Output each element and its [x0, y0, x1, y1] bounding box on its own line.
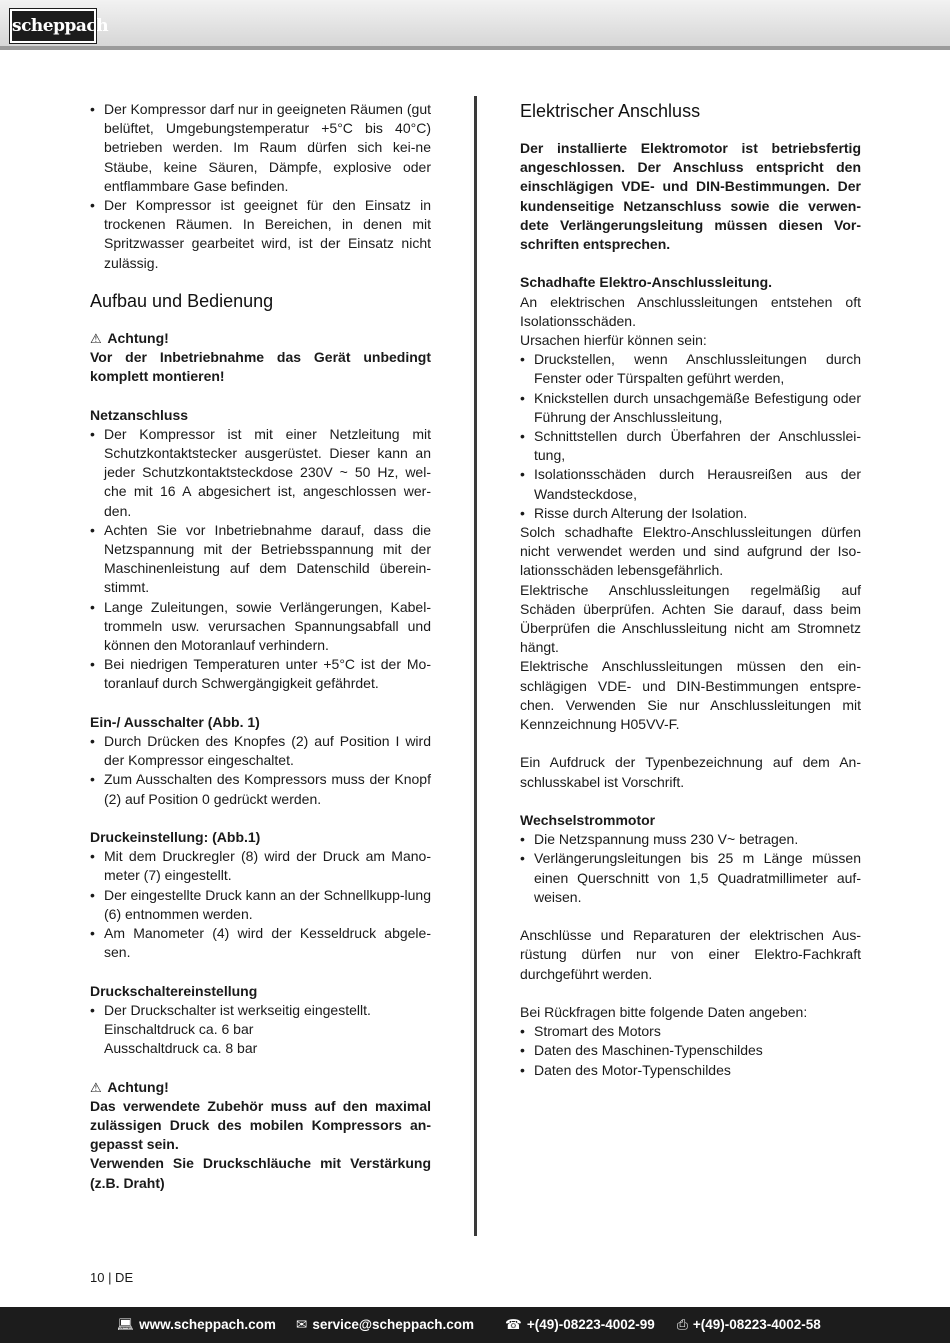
warning-text: Vor der Inbetriebnahme das Gerät unbedingt komplett montieren!	[90, 349, 431, 385]
druck-list	[90, 847, 431, 962]
warning-text: Das verwendete Zubehör muss auf den maximal zulässigen Druck des mobilen Kompressors an-gepasst sein.	[90, 1097, 431, 1153]
list-item: • Daten des Maschinen-Typenschildes	[520, 1041, 861, 1060]
list-item: • Risse durch Alterung der Isolation.	[520, 504, 861, 523]
footer-fax: ⎙ +(49)-08223-4002-58	[677, 1317, 821, 1332]
subheading-druckschalter: Druckschaltereinstellung	[90, 982, 258, 999]
warning-triangle-icon: ⚠	[90, 1079, 102, 1095]
intro-list	[90, 100, 431, 273]
computer-icon: 💻︎	[117, 1317, 135, 1332]
subheading-schadhafte: Schadhafte Elektro-Anschlussleitung.	[520, 274, 773, 291]
paragraph: Anschlüsse und Reparaturen der elektrischen Aus-rüstung dürfen nur von einer Elektro-Fachkraft durchgeführt werden.	[520, 927, 861, 982]
paragraph: Elektrische Anschlussleitungen müssen den ein-schlägigen VDE- und DIN-Bestimmungen entspre-chen. Verwenden Sie nur Anschlussleitungen mit Kennzeichnung H05VV-F.	[520, 658, 861, 733]
paragraph: Elektrische Anschlussleitungen regelmäßig auf Schäden überprüfen. Achten Sie darauf, dass beim Überprüfen die Anschlussleitung nicht am Stromnetz hängt.	[520, 581, 861, 656]
list-item: • Zum Ausschalten des Kompressors muss der Knopf (2) auf Position 0 gedrückt werden.	[90, 770, 431, 808]
list-item: • Durch Drücken des Knopfes (2) auf Position I wird der Kompressor eingeschaltet.	[90, 732, 431, 770]
phone-icon: ☎	[505, 1317, 522, 1332]
page-footer	[0, 1307, 950, 1343]
warning-triangle-icon: ⚠	[90, 330, 102, 346]
schalter-list	[90, 732, 431, 809]
section-title-aufbau: Aufbau und Bedienung	[90, 290, 274, 311]
paragraph: Ursachen hierfür können sein:	[520, 332, 707, 349]
list-item: • Der Druckschalter ist werkseitig eingestellt.	[90, 1001, 431, 1020]
paragraph: Solch schadhafte Elektro-Anschlussleitungen dürfen nicht verwendet werden und sind aufgrund der Iso-lationsschäden lebensgefährlich.	[520, 524, 861, 579]
paragraph: Ein Aufdruck der Typenbezeichnung auf dem An-schlusskabel ist Vorschrift.	[520, 754, 861, 790]
warning-heading: ⚠ Achtung!	[90, 1078, 431, 1097]
list-item: • Mit dem Druckregler (8) wird der Druck am Mano-meter (7) eingestellt.	[90, 847, 431, 885]
list-item: • Der Kompressor ist mit einer Netzleitung mit Schutzkontaktstecker ausgerüstet. Dieser kann an jeder Schutzkontaktsteckdose 230V ~ 50 Hz, wel-che mit 16 A abgesichert ist, angeschlossen wer-den.	[90, 425, 431, 521]
paragraph: Bei Rückfragen bitte folgende Daten angeben:	[520, 1004, 808, 1021]
list-item: • Am Manometer (4) wird der Kesseldruck abgele-sen.	[90, 924, 431, 962]
list-item: • Daten des Motor-Typenschildes	[520, 1061, 861, 1080]
list-item: • Der Kompressor ist geeignet für den Einsatz in trockenen Räumen. In Bereichen, in denen mit Spritzwasser gearbeitet wird, ist der Einsatz nicht zulässig.	[90, 196, 431, 273]
list-item: • Isolationsschäden durch Herausreißen aus der Wandsteckdose,	[520, 465, 861, 503]
list-item: • Stromart des Motors	[520, 1022, 861, 1041]
left-column	[90, 100, 431, 1193]
list-item: • Der eingestellte Druck kann an der Schnellkupp-lung (6) entnommen werden.	[90, 886, 431, 924]
list-item: • Verlängerungsleitungen bis 25 m Länge müssen einen Querschnitt von 1,5 Quadratmillimeter auf-weisen.	[520, 849, 861, 907]
list-item: • Druckstellen, wenn Anschlussleitungen durch Fenster oder Türspalten geführt werden,	[520, 350, 861, 388]
envelope-icon: ✉	[296, 1317, 308, 1332]
right-column	[520, 100, 861, 1080]
druckschalter-list	[90, 1001, 431, 1020]
paragraph: An elektrischen Anschlussleitungen entstehen oft Isolationsschäden.	[520, 293, 861, 329]
page-header	[0, 0, 950, 50]
ursachen-list	[520, 350, 861, 523]
footer-web-link[interactable]: 💻︎ www.scheppach.com	[117, 1317, 276, 1332]
list-item: • Achten Sie vor Inbetriebnahme darauf, dass die Netzspannung mit der Betriebsspannung mit der Maschinenleistung auf dem Datenschild überein-stimmt.	[90, 521, 431, 598]
daten-list	[520, 1022, 861, 1080]
fax-icon: ⎙	[677, 1317, 688, 1332]
subheading-wechselstrommotor: Wechselstrommotor	[520, 812, 656, 829]
warning-text: Verwenden Sie Druckschläuche mit Verstärkung (z.B. Draht)	[90, 1155, 431, 1191]
einschaltdruck: Einschaltdruck ca. 6 bar	[104, 1021, 254, 1038]
subheading-druckeinstellung: Druckeinstellung: (Abb.1)	[90, 829, 261, 846]
subheading-schalter: Ein-/ Ausschalter (Abb. 1)	[90, 713, 260, 730]
wechselstrom-list	[520, 830, 861, 907]
list-item: • Lange Zuleitungen, sowie Verlängerungen, Kabel-trommeln usw. verursachen Spannungsabfall und können den Motoranlauf verhindern.	[90, 598, 431, 656]
scheppach-logo: scheppach	[10, 9, 96, 43]
subheading-netzanschluss: Netzanschluss	[90, 406, 189, 423]
footer-phone: ☎ +(49)-08223-4002-99	[505, 1317, 655, 1332]
netzanschluss-list	[90, 425, 431, 694]
list-item: • Knickstellen durch unsachgemäße Befestigung oder Führung der Anschlussleitung,	[520, 389, 861, 427]
list-item: • Bei niedrigen Temperaturen unter +5°C ist der Mo-toranlauf durch Schwergängigkeit gefährdet.	[90, 655, 431, 693]
column-divider	[474, 96, 477, 1236]
warning-heading: ⚠ Achtung!	[90, 329, 431, 348]
list-item: • Die Netzspannung muss 230 V~ betragen.	[520, 830, 861, 849]
section-title-elektrisch: Elektrischer Anschluss	[520, 101, 701, 121]
list-item: • Schnittstellen durch Überfahren der Anschlusslei-tung,	[520, 427, 861, 465]
list-item: • Der Kompressor darf nur in geeigneten Räumen (gut belüftet, Umgebungstemperatur +5°C bis 40°C) betrieben werden. Im Raum dürfen sich kei-ne Stäube, keine Säuren, Dämpfe, explosive oder entflammbare Gase befinden.	[90, 100, 431, 196]
intro-bold-paragraph: Der installierte Elektromotor ist betriebsfertig angeschlossen. Der Anschluss entspricht den einschlägigen VDE- und DIN-Bestimmungen. Der kundenseitige Netzanschluss sowie die verwen-dete Verlängerungsleitung müssen diesen Vor-schriften entsprechen.	[520, 140, 861, 253]
ausschaltdruck: Ausschaltdruck ca. 8 bar	[104, 1040, 258, 1057]
page-number: 10 | DE	[90, 1270, 134, 1285]
footer-email-link[interactable]: ✉ service@scheppach.com	[296, 1317, 475, 1332]
